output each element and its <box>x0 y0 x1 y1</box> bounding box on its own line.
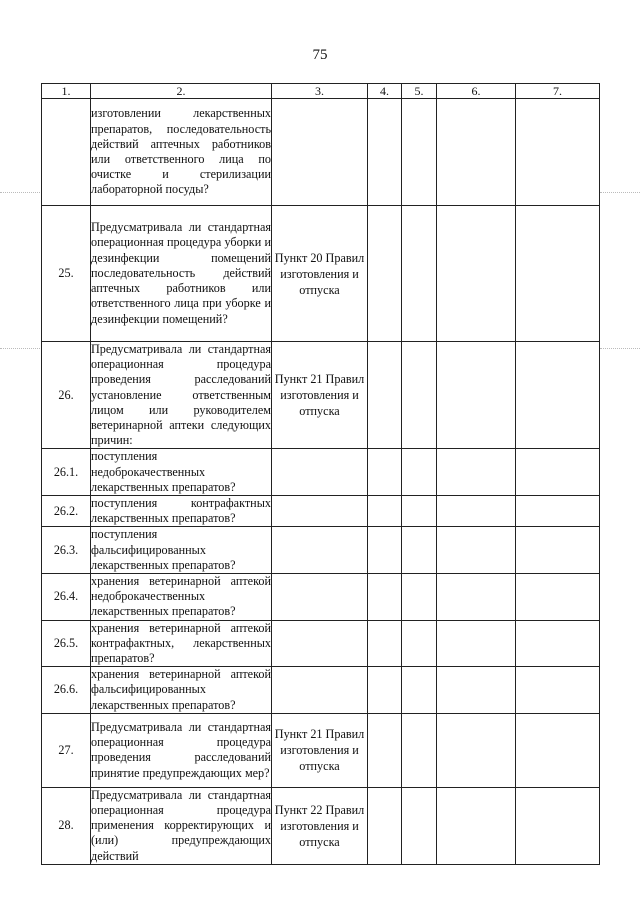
table-row <box>42 449 600 496</box>
answer-cell[interactable] <box>402 574 437 621</box>
table-header-row <box>42 84 600 99</box>
table-row <box>42 99 600 206</box>
row-question: Предусматривала ли стандартная операционная процедура уборки и дезинфекции помещений последовательность действий аптечных работников или ответственного лица при уборке и дезинфекции помещений? <box>91 206 272 342</box>
row-reference: Пункт 22 Правил изготовления и отпуска <box>272 787 368 864</box>
answer-cell[interactable] <box>402 206 437 342</box>
table-row <box>42 342 600 449</box>
checklist-table <box>41 83 600 865</box>
row-number <box>42 99 91 206</box>
table-row <box>42 787 600 864</box>
row-question: Предусматривала ли стандартная операционная процедура применения корректирующих и (или) предупреждающих действий <box>91 787 271 863</box>
answer-cell[interactable] <box>368 496 402 527</box>
answer-cell[interactable] <box>402 787 437 864</box>
table-row <box>42 496 600 527</box>
row-question: Предусматривала ли стандартная операционная процедура проведения расследований принятие предупреждающих мер? <box>91 713 272 787</box>
table-row <box>42 574 600 621</box>
row-number: 26. <box>42 342 91 449</box>
answer-cell[interactable] <box>368 574 402 621</box>
answer-cell[interactable] <box>402 620 437 667</box>
answer-cell[interactable] <box>368 620 402 667</box>
answer-cell[interactable] <box>516 342 600 449</box>
row-reference <box>272 496 368 527</box>
row-question: поступления фальсифицированных лекарственных препаратов? <box>91 527 272 574</box>
scan-artifact <box>0 192 40 193</box>
row-reference <box>272 620 368 667</box>
answer-cell[interactable] <box>437 574 516 621</box>
row-reference: Пункт 21 Правил изготовления и отпуска <box>272 342 368 449</box>
answer-cell[interactable] <box>368 527 402 574</box>
answer-cell[interactable] <box>516 206 600 342</box>
scan-artifact <box>600 192 640 193</box>
column-header: 5. <box>402 84 437 99</box>
table-row <box>42 713 600 787</box>
row-number: 26.5. <box>42 620 91 667</box>
row-number: 26.3. <box>42 527 91 574</box>
row-reference <box>272 667 368 714</box>
answer-cell[interactable] <box>402 449 437 496</box>
row-question: поступления контрафактных лекарственных препаратов? <box>91 496 271 526</box>
answer-cell[interactable] <box>437 206 516 342</box>
answer-cell[interactable] <box>437 496 516 527</box>
row-reference <box>272 99 368 206</box>
answer-cell[interactable] <box>402 99 437 206</box>
answer-cell[interactable] <box>368 206 402 342</box>
answer-cell[interactable] <box>402 527 437 574</box>
answer-cell[interactable] <box>437 449 516 496</box>
row-number: 27. <box>42 713 91 787</box>
answer-cell[interactable] <box>402 342 437 449</box>
answer-cell[interactable] <box>516 527 600 574</box>
row-reference <box>272 527 368 574</box>
row-reference: Пункт 21 Правил изготовления и отпуска <box>272 713 368 787</box>
table-row <box>42 206 600 342</box>
answer-cell[interactable] <box>437 713 516 787</box>
answer-cell[interactable] <box>368 713 402 787</box>
table-row <box>42 527 600 574</box>
row-number: 26.6. <box>42 667 91 714</box>
answer-cell[interactable] <box>368 99 402 206</box>
answer-cell[interactable] <box>516 787 600 864</box>
row-reference <box>272 574 368 621</box>
row-question: хранения ветеринарной аптекой контрафактных, лекарственных препаратов? <box>91 620 271 666</box>
answer-cell[interactable] <box>437 667 516 714</box>
row-reference: Пункт 20 Правил изготовления и отпуска <box>272 206 368 342</box>
answer-cell[interactable] <box>516 620 600 667</box>
answer-cell[interactable] <box>516 713 600 787</box>
column-header: 6. <box>437 84 516 99</box>
answer-cell[interactable] <box>516 667 600 714</box>
column-header: 2. <box>91 84 272 99</box>
scan-artifact <box>0 348 40 349</box>
row-question: хранения ветеринарной аптекой недоброкачественных лекарственных препаратов? <box>91 574 271 619</box>
answer-cell[interactable] <box>437 99 516 206</box>
row-number: 26.2. <box>42 496 91 527</box>
answer-cell[interactable] <box>437 620 516 667</box>
row-number: 25. <box>42 206 91 342</box>
answer-cell[interactable] <box>368 787 402 864</box>
answer-cell[interactable] <box>437 342 516 449</box>
answer-cell[interactable] <box>368 342 402 449</box>
answer-cell[interactable] <box>368 667 402 714</box>
row-number: 26.1. <box>42 449 91 496</box>
answer-cell[interactable] <box>516 449 600 496</box>
column-header: 3. <box>272 84 368 99</box>
column-header: 1. <box>42 84 91 99</box>
column-header: 4. <box>368 84 402 99</box>
answer-cell[interactable] <box>402 667 437 714</box>
answer-cell[interactable] <box>516 99 600 206</box>
row-reference <box>272 449 368 496</box>
row-number: 26.4. <box>42 574 91 621</box>
row-question: хранения ветеринарной аптекой фальсифицированных лекарственных препаратов? <box>91 667 271 712</box>
scan-artifact <box>600 348 640 349</box>
answer-cell[interactable] <box>368 449 402 496</box>
row-question: Предусматривала ли стандартная операционная процедура проведения расследований установление ответственным лицом или руководителем ветеринарной аптеки следующих причин: <box>91 342 271 448</box>
row-number: 28. <box>42 787 91 864</box>
row-question: поступления недоброкачественных лекарственных препаратов? <box>91 449 272 496</box>
table-row <box>42 667 600 714</box>
column-header: 7. <box>516 84 600 99</box>
answer-cell[interactable] <box>437 787 516 864</box>
table-row <box>42 620 600 667</box>
answer-cell[interactable] <box>516 496 600 527</box>
page-number: 75 <box>312 47 328 63</box>
answer-cell[interactable] <box>437 527 516 574</box>
answer-cell[interactable] <box>402 713 437 787</box>
answer-cell[interactable] <box>402 496 437 527</box>
row-question: изготовлении лекарственных препаратов, последовательность действий аптечных работников или ответственного лица по очистке и стерилизации лабораторной посуды? <box>91 99 272 206</box>
answer-cell[interactable] <box>516 574 600 621</box>
